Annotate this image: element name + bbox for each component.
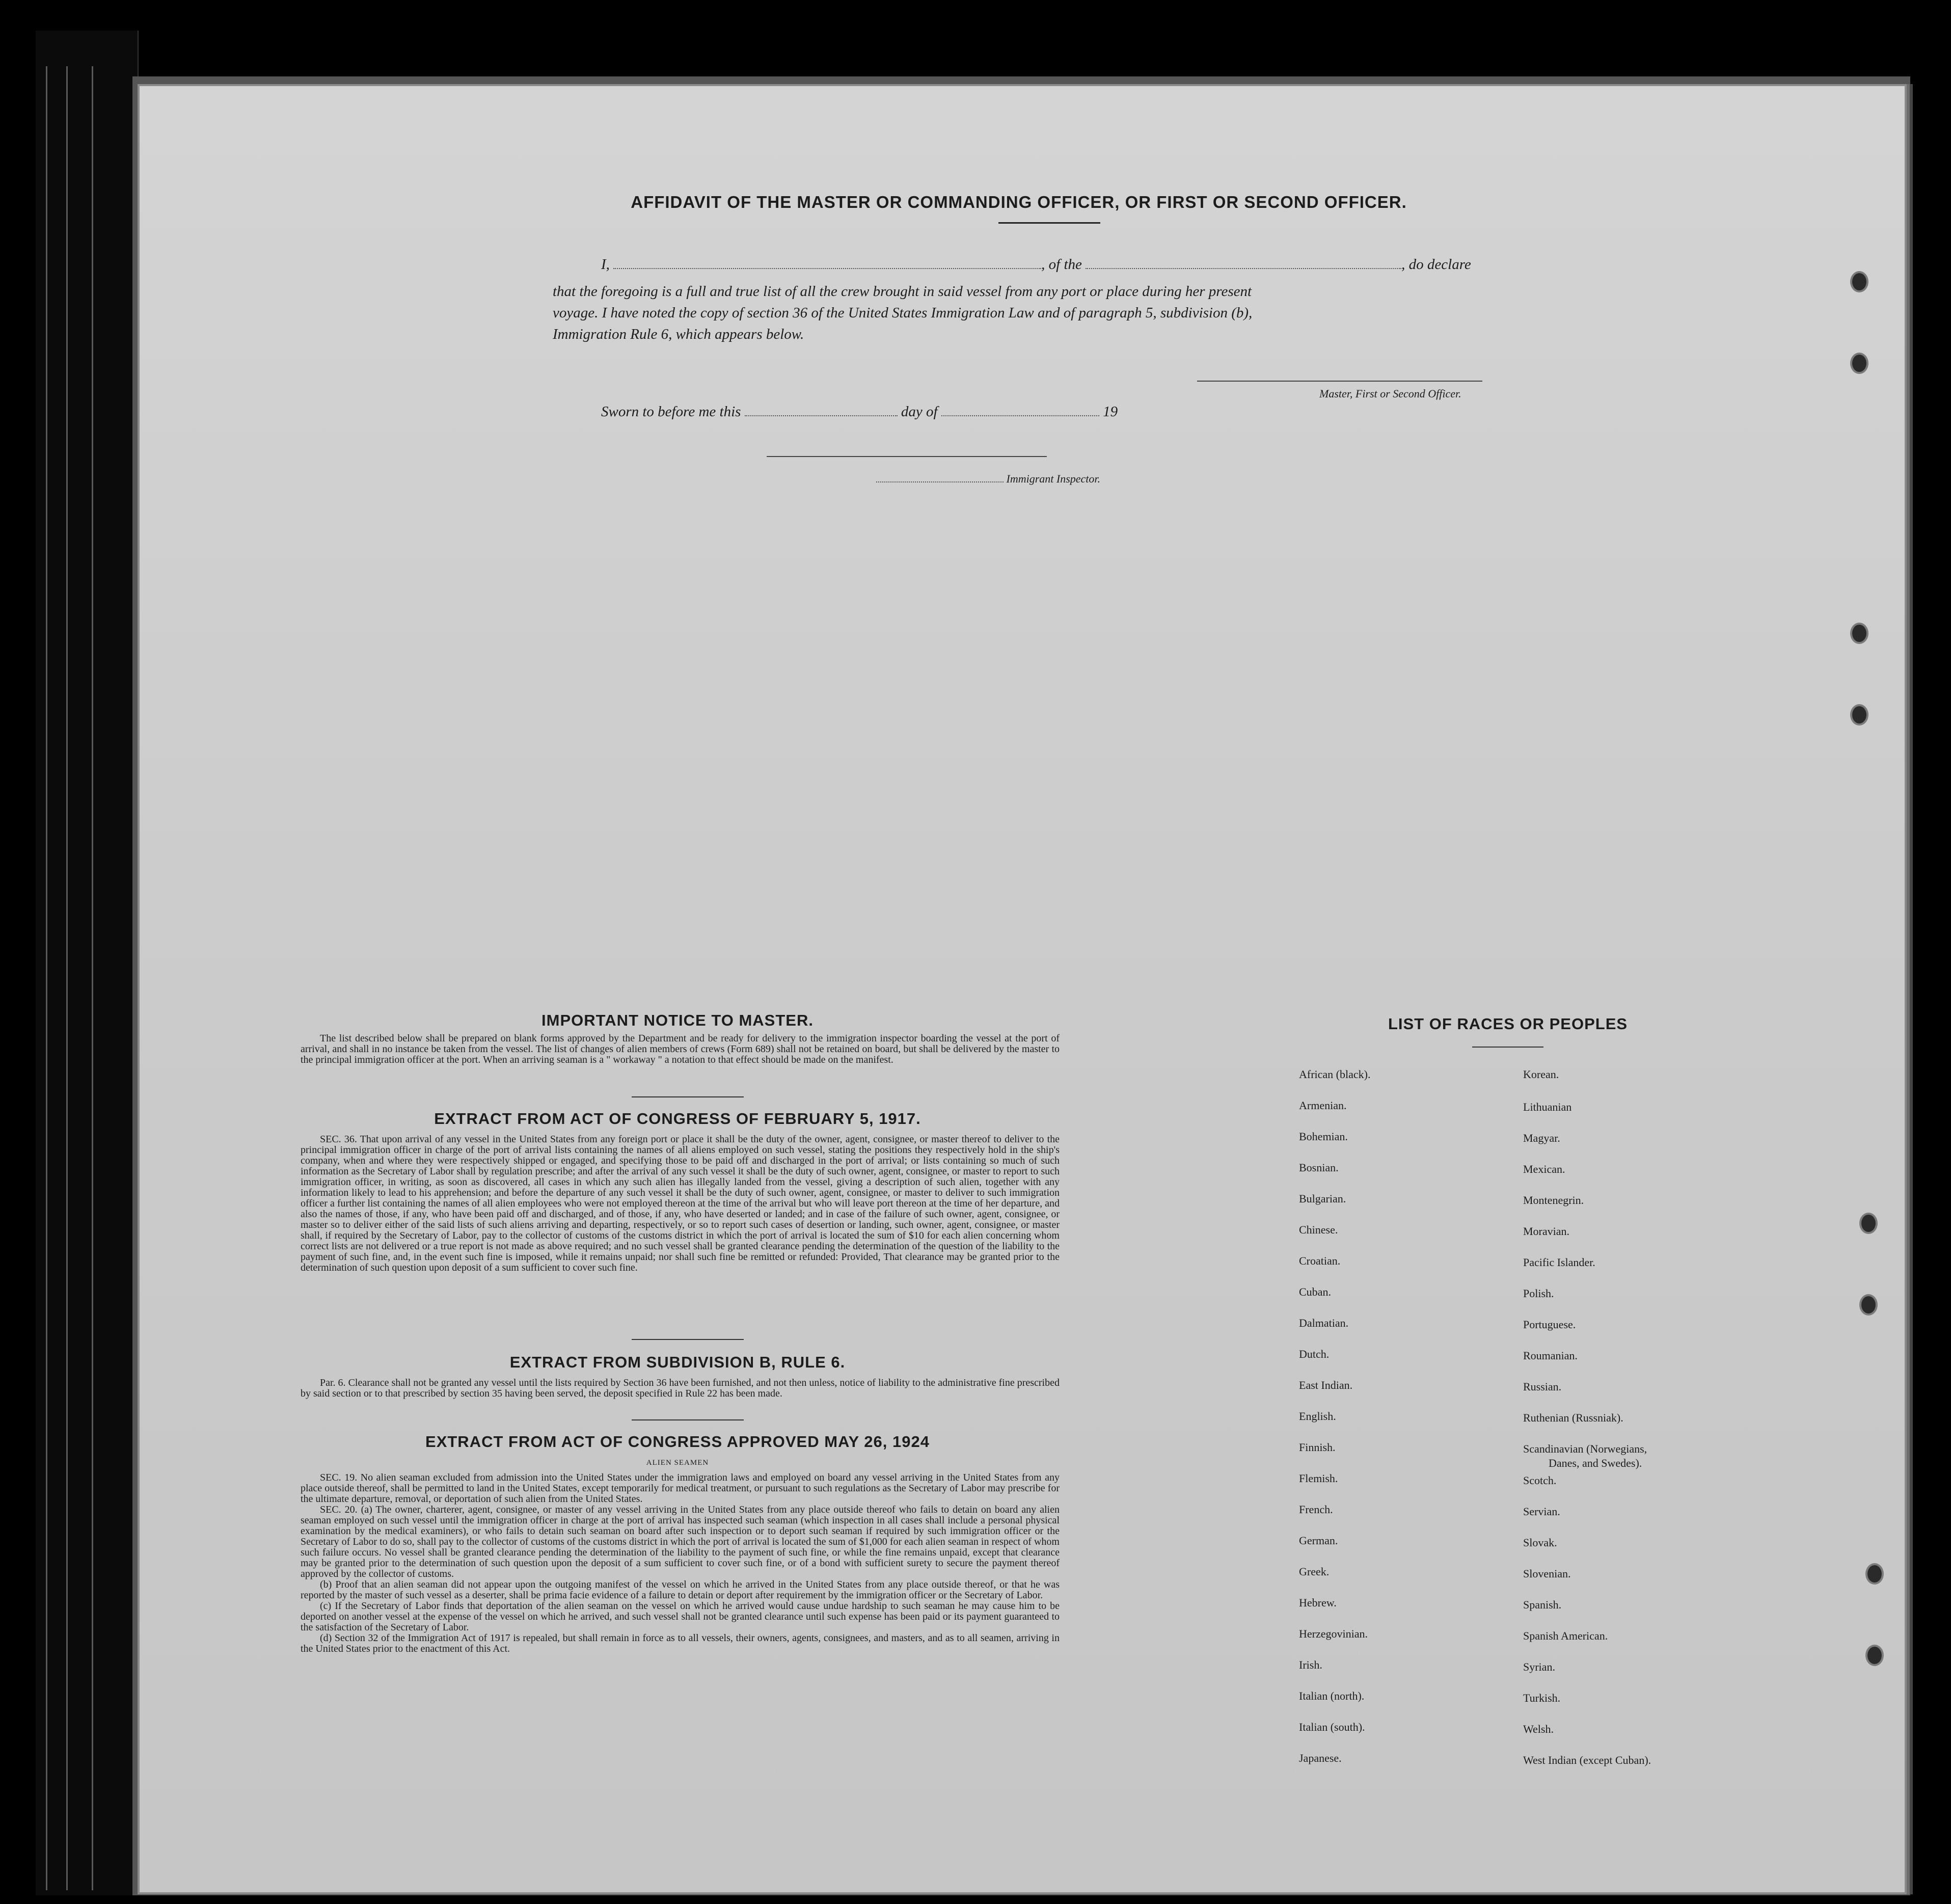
- divider: [998, 222, 1100, 224]
- sec20b-paragraph: (b) Proof that an alien seaman did not appear upon the outgoing manifest of the vessel on which he arrived in the United States from any place outside thereof, or that he was reported by the master of such vessel as a deserter, shall be prima facie evidence of a failure to detain or deport after requirement by the immigration officer or the Secretary of Labor.: [301, 1579, 1060, 1601]
- race-item: Syrian.: [1523, 1660, 1555, 1673]
- race-item: Flemish.: [1299, 1472, 1338, 1485]
- affidavit-line-3: voyage. I have noted the copy of section 36 of the United States Immigration Law and of paragraph 5, subdivision (b),: [553, 305, 1253, 321]
- race-item: Spanish American.: [1523, 1629, 1608, 1642]
- punch-hole: [1850, 623, 1868, 644]
- race-item: Lithuanian: [1523, 1101, 1572, 1113]
- race-item: Slovak.: [1523, 1536, 1557, 1549]
- race-item: Italian (south).: [1299, 1721, 1365, 1733]
- race-item: Pacific Islander.: [1523, 1256, 1595, 1269]
- inspector-blank: [876, 481, 1004, 482]
- race-item: African (black).: [1299, 1068, 1371, 1081]
- race-item: Slovenian.: [1523, 1567, 1571, 1580]
- affidavit-line-2: that the foregoing is a full and true list of all the crew brought in said vessel from any port or place during her present: [553, 283, 1252, 300]
- race-item: French.: [1299, 1503, 1333, 1516]
- race-item: Italian (north).: [1299, 1690, 1365, 1702]
- sec20c-paragraph: (c) If the Secretary of Labor finds that deportation of the alien seaman on the vessel on which he arrived would cause undue hardship to such seaman he may cause him to be deported on another vessel at the expense of the vessel on which he arrived, and such vessel shall not be granted clearance until such expense has been paid or its payment guaranteed to the satisfaction of the Secretary of Labor.: [301, 1600, 1060, 1633]
- inspector-caption: Immigrant Inspector.: [1006, 472, 1101, 485]
- race-item: Chinese.: [1299, 1223, 1338, 1236]
- affidavit-line-1: [601, 256, 1538, 273]
- inspector-signature-line: [767, 456, 1047, 457]
- par6-paragraph: Par. 6. Clearance shall not be granted any vessel until the lists required by Section 36 have been furnished, and not then unless, notice of liability to the administrative fine prescribed by said section or to that prescribed by section 35 having been served, the deposit specified in Rule 22 has been made.: [301, 1377, 1060, 1399]
- sworn-day-blank: [745, 415, 898, 416]
- punch-hole: [1850, 271, 1868, 292]
- alien-seamen-subtitle: ALIEN SEAMEN: [646, 1459, 709, 1467]
- divider: [1472, 1047, 1543, 1048]
- extract-rule6-text: [301, 1378, 1060, 1399]
- punch-hole: [1850, 704, 1868, 726]
- affidavit-i: I,: [601, 256, 610, 273]
- name-blank: [613, 268, 1041, 269]
- extract-1917-title: EXTRACT FROM ACT OF CONGRESS OF FEBRUARY 5, 1917.: [434, 1110, 921, 1128]
- notice-paragraph: The list described below shall be prepared on blank forms approved by the Department and be ready for delivery to the immigration inspector boarding the vessel at the port of arrival, and shall in no instance be taken from the vessel. The list of changes of alien members of crews (Form 689) shall not be retained on board, but shall be delivered by the master to the principal immigration officer at the port. When an arriving seaman is a " workaway " a notation to that effect should be made on the manifest.: [301, 1033, 1060, 1065]
- race-item: German.: [1299, 1534, 1338, 1547]
- race-item: Hebrew.: [1299, 1596, 1337, 1609]
- race-item: Bulgarian.: [1299, 1192, 1346, 1205]
- race-item: Danes, and Swedes).: [1549, 1457, 1642, 1469]
- inspector-caption-line: [876, 472, 1100, 486]
- race-item: Mexican.: [1523, 1163, 1565, 1175]
- race-item: Russian.: [1523, 1380, 1562, 1393]
- sec19-paragraph: SEC. 19. No alien seaman excluded from admission into the United States under the immigration laws and employed on board any vessel arriving in the United States from any place outside thereof, shall be permitted to land in the United States, except temporarily for medical treatment, or pursuant to such regulations as the Secretary of Labor may prescribe for the ultimate departure, removal, or deportation of such alien from the United States.: [301, 1472, 1060, 1505]
- punch-hole: [1859, 1294, 1878, 1316]
- sworn-label: Sworn to before me this: [601, 404, 741, 420]
- vessel-blank: [1086, 268, 1401, 269]
- race-item: West Indian (except Cuban).: [1523, 1754, 1651, 1766]
- affidavit-do-declare: , do declare: [1401, 256, 1471, 273]
- punch-hole: [1850, 353, 1868, 374]
- binder-strip: [46, 66, 47, 1890]
- binder-edge: [36, 31, 139, 1895]
- affidavit-title: AFFIDAVIT OF THE MASTER OR COMMANDING OFFICER, OR FIRST OR SECOND OFFICER.: [631, 193, 1407, 211]
- race-item: Japanese.: [1299, 1752, 1342, 1764]
- race-item: Cuban.: [1299, 1285, 1331, 1298]
- race-item: Bosnian.: [1299, 1161, 1339, 1174]
- punch-hole: [1859, 1213, 1878, 1234]
- sec20d-paragraph: (d) Section 32 of the Immigration Act of 1917 is repealed, but shall remain in force as to all vessels, their owners, agents, consignees, and masters, and as to all seamen, arriving in the United States prior to the enactment of this Act.: [301, 1632, 1060, 1654]
- sworn-line: [601, 404, 1212, 420]
- signature-line: [1197, 381, 1482, 382]
- extract-1917-text: [301, 1134, 1060, 1273]
- binder-strip: [92, 66, 93, 1890]
- race-item: Croatian.: [1299, 1254, 1341, 1267]
- race-item: Herzegovinian.: [1299, 1627, 1368, 1640]
- affidavit-of-the: , of the: [1041, 256, 1082, 273]
- race-item: Armenian.: [1299, 1099, 1347, 1112]
- notice-text: [301, 1033, 1060, 1065]
- race-item: Servian.: [1523, 1505, 1560, 1518]
- race-item: Moravian.: [1523, 1225, 1570, 1238]
- sec20a-paragraph: SEC. 20. (a) The owner, charterer, agent, consignee, or master of any vessel arriving in the United States from any place outside thereof who fails to detain on board any alien seaman employed on such vessel until the immigration officer in charge at the port of arrival has inspected such seaman (which inspection in all cases shall include a personal physical examination by the medical examiners), or who fails to detain such seaman on board after such inspection or to deport such seaman if required by such immigration officer or the Secretary of Labor to do so, shall pay to the collector of customs of the customs district in which the port of arrival is located the sum of $1,000 for each alien seaman in respect of whom such failure occurs. No vessel shall be granted clearance pending the determination of the liability to the payment of such fine, or while the fine remains unpaid, except that clearance may be granted prior to the determination of such question upon the deposit of a sum sufficient to cover such fine, or of a bond with sufficient surety to secure the payment thereof approved by the collector of customs.: [301, 1504, 1060, 1579]
- day-of-label: day of: [901, 404, 938, 420]
- divider: [632, 1339, 744, 1340]
- race-item: Bohemian.: [1299, 1130, 1348, 1143]
- races-title: LIST OF RACES OR PEOPLES: [1388, 1015, 1628, 1033]
- race-item: Welsh.: [1523, 1723, 1554, 1735]
- master-caption: Master, First or Second Officer.: [1319, 387, 1461, 400]
- race-item: English.: [1299, 1410, 1336, 1423]
- binder-strip: [66, 66, 68, 1890]
- race-item: Scandinavian (Norwegians,: [1523, 1442, 1647, 1455]
- extract-1924-text: [301, 1472, 1060, 1654]
- race-item: Ruthenian (Russniak).: [1523, 1411, 1623, 1424]
- year-label: 19: [1103, 404, 1118, 420]
- race-item: Turkish.: [1523, 1692, 1561, 1704]
- race-item: East Indian.: [1299, 1379, 1353, 1391]
- race-item: Greek.: [1299, 1565, 1330, 1578]
- race-item: Scotch.: [1523, 1474, 1557, 1487]
- race-item: Irish.: [1299, 1658, 1322, 1671]
- race-item: Spanish.: [1523, 1598, 1562, 1611]
- race-item: Dalmatian.: [1299, 1317, 1349, 1329]
- extract-rule6-title: EXTRACT FROM SUBDIVISION B, RULE 6.: [509, 1353, 846, 1371]
- notice-title: IMPORTANT NOTICE TO MASTER.: [541, 1011, 814, 1029]
- sec36-paragraph: SEC. 36. That upon arrival of any vessel in the United States from any foreign port or place it shall be the duty of the owner, agent, consignee, or master thereof to deliver to the principal immigration officer in charge of the port of arrival lists containing the names of all aliens employed on such vessel, stating the positions they respectively hold in the ship's company, when and where they were respectively shipped or engaged, and specifying those to be paid off and discharged in the port of arrival; or lists containing so much of such information as the Secretary of Labor shall by regulation prescribe; and after the arrival of any such vessel it shall be the duty of such owner, agent, consignee, or master to report to such immigration officer, in writing, as soon as discovered, all cases in which any such alien has illegally landed from the vessel, giving a description of such alien, together with any information likely to lead to his apprehension; and before the departure of any such vessel it shall be the duty of such owner, agent, consignee, or master to deliver to such immigration officer a further list containing the names of all alien employees who were not employed thereon at the time of the arrival but who will leave port thereon at the time of her departure, and also the names of those, if any, who have been paid off and discharged, and of those, if any, who have deserted or landed; and in case of the failure of such owner, agent, consignee, or master so to deliver either of the said lists of such aliens arriving and departing, respectively, or so to report such cases of desertion or landing, such owner, agent, consignee, or master shall, if required by the Secretary of Labor, pay to the collector of customs of the customs district in which the port of arrival is located the sum of $10 for each alien concerning whom correct lists are not delivered or a true report is not made as above required; and no such vessel shall be granted clearance pending the determination of the question of the liability to the payment of such fine, and, in the event such fine is imposed, while it remains unpaid; nor shall such fine be remitted or refunded: Provided, That clearance may be granted prior to the determination of such question upon deposit of a sum sufficient to cover such fine.: [301, 1134, 1060, 1273]
- divider: [632, 1419, 744, 1420]
- race-item: Roumanian.: [1523, 1349, 1578, 1362]
- affidavit-line-4: Immigration Rule 6, which appears below.: [553, 326, 804, 342]
- race-item: Dutch.: [1299, 1348, 1330, 1360]
- divider: [632, 1096, 744, 1097]
- punch-hole: [1865, 1563, 1884, 1585]
- punch-hole: [1865, 1645, 1884, 1666]
- race-item: Korean.: [1523, 1068, 1559, 1081]
- race-item: Montenegrin.: [1523, 1194, 1584, 1206]
- extract-1924-title: EXTRACT FROM ACT OF CONGRESS APPROVED MAY 26, 1924: [425, 1433, 930, 1451]
- sworn-month-blank: [941, 415, 1099, 416]
- race-item: Portuguese.: [1523, 1318, 1576, 1331]
- race-item: Magyar.: [1523, 1132, 1560, 1144]
- race-item: Finnish.: [1299, 1441, 1336, 1454]
- race-item: Polish.: [1523, 1287, 1554, 1300]
